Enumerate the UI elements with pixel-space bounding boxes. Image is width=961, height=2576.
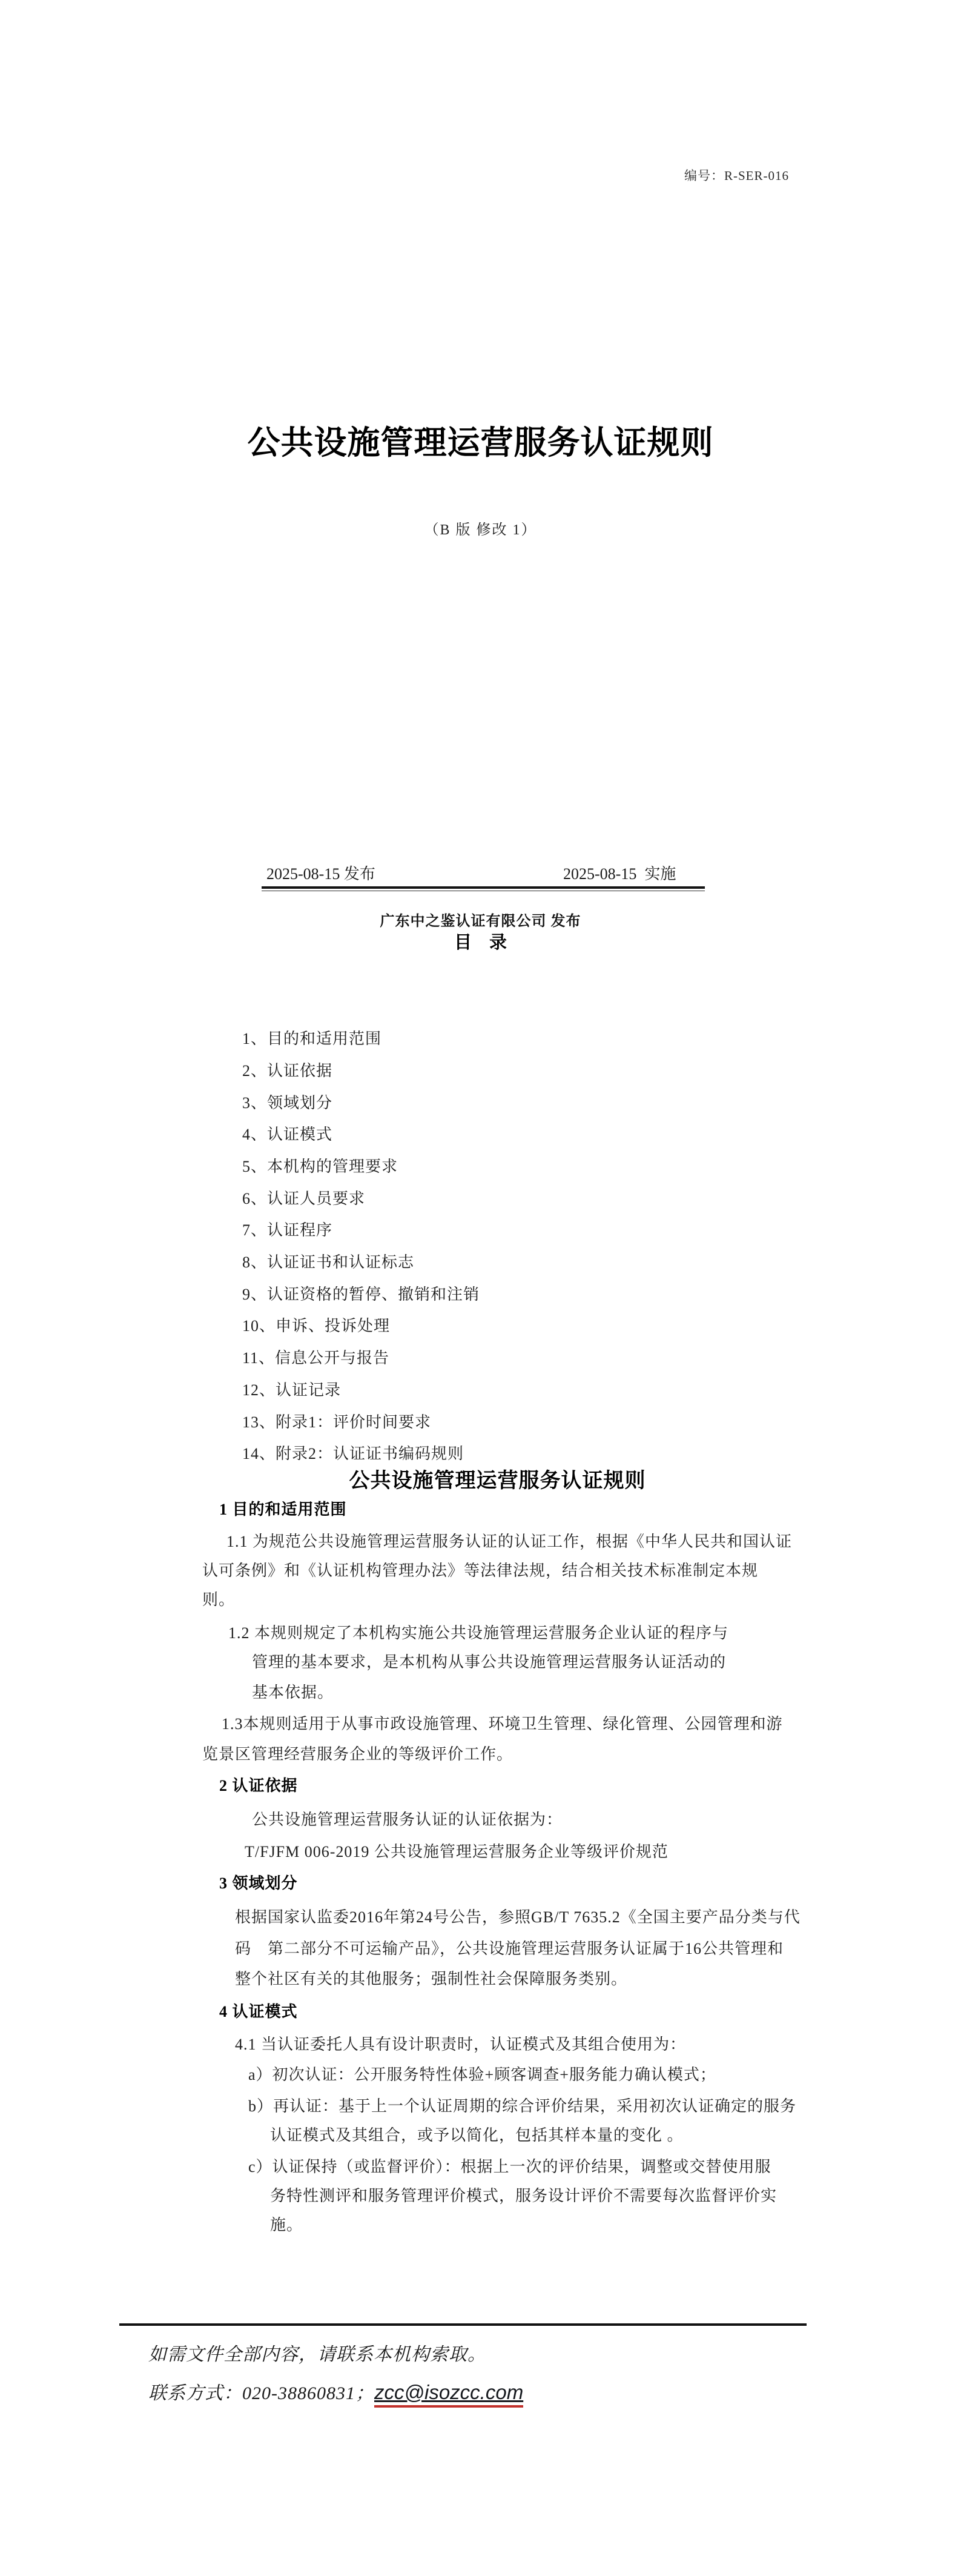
toc-item: 5、本机构的管理要求 — [242, 1158, 398, 1175]
body-line: b）再认证：基于上一个认证周期的综合评价结果，采用初次认证确定的服务 — [248, 2097, 797, 2115]
contact-line — [148, 2381, 523, 2405]
publisher-line: 广东中之鉴认证有限公司 发布 — [380, 914, 581, 929]
toc-item: 2、认证依据 — [242, 1062, 333, 1080]
cover-rule — [262, 886, 705, 891]
implementation-date: 2025-08-15 实施 — [563, 865, 676, 883]
email-link[interactable]: zcc@isozcc.com — [374, 2381, 523, 2408]
body-line: 务特性测评和服务管理评价模式，服务设计评价不需要每次监督评价实 — [270, 2187, 778, 2205]
body-line: 管理的基本要求，是本机构从事公共设施管理运营服务认证活动的 — [252, 1653, 727, 1671]
toc-item: 12、认证记录 — [242, 1381, 342, 1399]
body-line: 览景区管理经营服务企业的等级评价工作。 — [202, 1745, 514, 1763]
toc-item: 1、目的和适用范围 — [242, 1030, 382, 1047]
contact-prefix: 联系方式：020-38860831； — [148, 2383, 374, 2403]
cover-title: 公共设施管理运营服务认证规则 — [247, 425, 714, 461]
toc-item: 3、领域划分 — [242, 1094, 333, 1112]
footer-note: 如需文件全部内容，请联系本机构索取。 — [148, 2345, 486, 2365]
section-heading-1: 1 目的和适用范围 — [219, 1501, 347, 1518]
body-line: 公共设施管理运营服务认证的认证依据为： — [252, 1811, 563, 1828]
body-line: a）初次认证：公开服务特性体验+顾客调查+服务能力确认模式； — [248, 2066, 716, 2083]
toc-item: 7、认证程序 — [242, 1221, 333, 1239]
body-line: 4.1 当认证委托人具有设计职责时，认证模式及其组合使用为： — [235, 2036, 687, 2053]
toc-item: 8、认证证书和认证标志 — [242, 1253, 415, 1271]
body-line: T/FJFM 006-2019 公共设施管理运营服务企业等级评价规范 — [245, 1843, 669, 1861]
section-heading-2: 2 认证依据 — [219, 1777, 298, 1794]
body-line: 1.2 本规则规定了本机构实施公共设施管理运营服务企业认证的程序与 — [228, 1624, 729, 1642]
body-line: 基本依据。 — [252, 1684, 334, 1701]
toc-item: 10、申诉、投诉处理 — [242, 1317, 391, 1335]
body-line: 认可条例》和《认证机构管理办法》等法律法规，结合相关技术标准制定本规 — [202, 1562, 759, 1579]
toc-item: 9、认证资格的暂停、撤销和注销 — [242, 1286, 480, 1303]
body-line: 认证模式及其组合，或予以简化，包括其样本量的变化 。 — [270, 2126, 684, 2144]
body-line: 则。 — [202, 1591, 236, 1608]
body-line: 1.3本规则适用于从事市政设施管理、环境卫生管理、绿化管理、公园管理和游 — [222, 1715, 783, 1733]
body-line: 1.1 为规范公共设施管理运营服务认证的认证工作，根据《中华人民共和国认证 — [226, 1533, 793, 1550]
toc-item: 4、认证模式 — [242, 1126, 333, 1143]
body-line: 码 第二部分不可运输产品》，公共设施管理运营服务认证属于16公共管理和 — [235, 1940, 784, 1957]
doc-number: 编号：R-SER-016 — [684, 168, 790, 183]
body-line: c）认证保持（或监督评价）：根据上一次的评价结果，调整或交替使用服 — [248, 2158, 771, 2176]
issue-date: 2025-08-15 发布 — [266, 865, 375, 883]
toc-item: 14、附录2：认证证书编码规则 — [242, 1445, 464, 1462]
body-line: 根据国家认监委2016年第24号公告，参照GB/T 7635.2《全国主要产品分类与代 — [235, 1908, 801, 1926]
document-heading: 公共设施管理运营服务认证规则 — [349, 1470, 646, 1492]
footer-rule — [119, 2323, 807, 2326]
section-heading-3: 3 领域划分 — [219, 1874, 298, 1892]
toc-item: 11、信息公开与报告 — [242, 1349, 390, 1367]
body-line: 施。 — [270, 2216, 303, 2234]
toc-item: 13、附录1：评价时间要求 — [242, 1413, 432, 1431]
body-line: 整个社区有关的其他服务；强制性社会保障服务类别。 — [235, 1970, 628, 1988]
cover-subtitle: （B 版 修改 1） — [424, 522, 537, 538]
toc-title: 目 录 — [454, 933, 507, 952]
section-heading-4: 4 认证模式 — [219, 2003, 298, 2020]
toc-item: 6、认证人员要求 — [242, 1190, 366, 1207]
